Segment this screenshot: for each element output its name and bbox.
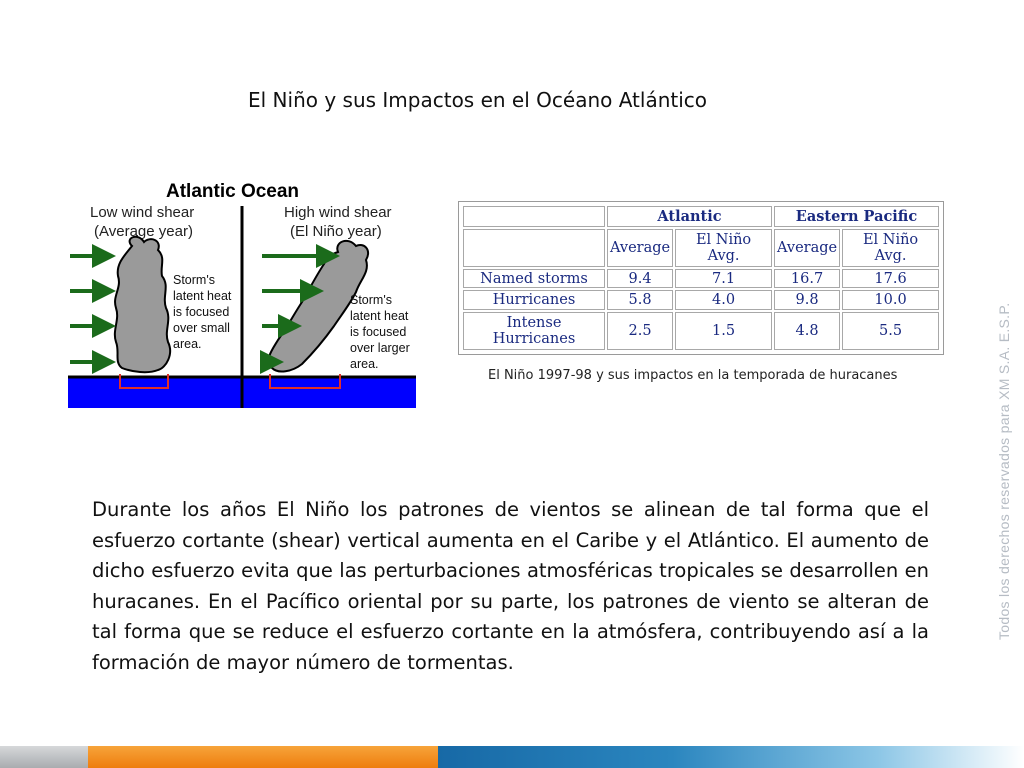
table-cell: 4.8 — [774, 312, 840, 350]
table-cell: 5.5 — [842, 312, 939, 350]
table-cell: 16.7 — [774, 269, 840, 289]
svg-text:over small: over small — [173, 321, 230, 335]
table-cell: 9.8 — [774, 290, 840, 310]
sub-header: Average — [607, 229, 673, 267]
copyright-watermark: Todos los derechos reservados para XM S.A. E.S.P. — [996, 302, 1012, 640]
table-sub-header-row — [463, 229, 939, 267]
table-cell: 5.8 — [607, 290, 673, 310]
table-cell: 4.0 — [675, 290, 772, 310]
table-cell: 10.0 — [842, 290, 939, 310]
svg-text:Storm's: Storm's — [350, 293, 392, 307]
footer-segment-blue — [438, 746, 1024, 768]
left-note — [173, 273, 232, 351]
svg-text:Storm's: Storm's — [173, 273, 215, 287]
svg-text:area.: area. — [173, 337, 202, 351]
sub-header: Average — [774, 229, 840, 267]
table-cell: 2.5 — [607, 312, 673, 350]
svg-text:latent heat: latent heat — [350, 309, 409, 323]
hurricane-table — [461, 204, 941, 352]
svg-text:over larger: over larger — [350, 341, 410, 355]
table-cell: 1.5 — [675, 312, 772, 350]
footer-segment-orange — [88, 746, 438, 768]
table-group-header-row — [463, 206, 939, 227]
table-cell: 17.6 — [842, 269, 939, 289]
row-label: Hurricanes — [463, 290, 605, 310]
row-label: Named storms — [463, 269, 605, 289]
hurricane-table-frame — [458, 201, 944, 355]
table-cell: 7.1 — [675, 269, 772, 289]
slide-title: El Niño y sus Impactos en el Océano Atlántico — [248, 88, 708, 112]
diagram-heading: Atlantic Ocean — [166, 181, 300, 202]
group-header-eastern-pacific: Eastern Pacific — [774, 206, 939, 227]
svg-text:is focused: is focused — [350, 325, 407, 339]
table-cell: 9.4 — [607, 269, 673, 289]
wind-shear-diagram — [66, 176, 420, 412]
footer-segment-gray — [0, 746, 88, 768]
sub-header: El Niño Avg. — [675, 229, 772, 267]
table-row — [463, 312, 939, 350]
sub-header: El Niño Avg. — [842, 229, 939, 267]
storm-cloud-average — [115, 237, 170, 372]
body-paragraph: Durante los años El Niño los patrones de vientos se alinean de tal forma que el esfuerzo cortante (shear) vertical aumenta en el Caribe y el Atlántico. El aumento de dicho esfuerzo evita que las perturbaciones atmosféricas tropicales se desarrollen en huracanes. En el Pacífico oriental por su parte, los patrones de viento se alteran de tal forma que se reduce el esfuerzo cortante en la atmósfera, contribuyendo así a la formación de mayor número de tormentas. — [92, 498, 929, 674]
row-label: Intense Hurricanes — [463, 312, 605, 350]
svg-text:is focused: is focused — [173, 305, 230, 319]
svg-text:area.: area. — [350, 357, 379, 371]
table-caption: El Niño 1997-98 y sus impactos en la temporada de huracanes — [488, 368, 898, 383]
right-label-2: (El Niño year) — [290, 223, 382, 240]
right-label-1: High wind shear — [284, 204, 392, 221]
left-label-1: Low wind shear — [90, 204, 195, 221]
table-row — [463, 269, 939, 289]
left-label-2: (Average year) — [94, 223, 193, 240]
table-row — [463, 290, 939, 310]
group-header-atlantic: Atlantic — [607, 206, 772, 227]
footer-bar — [0, 746, 1024, 768]
svg-text:latent heat: latent heat — [173, 289, 232, 303]
right-note — [350, 293, 410, 371]
